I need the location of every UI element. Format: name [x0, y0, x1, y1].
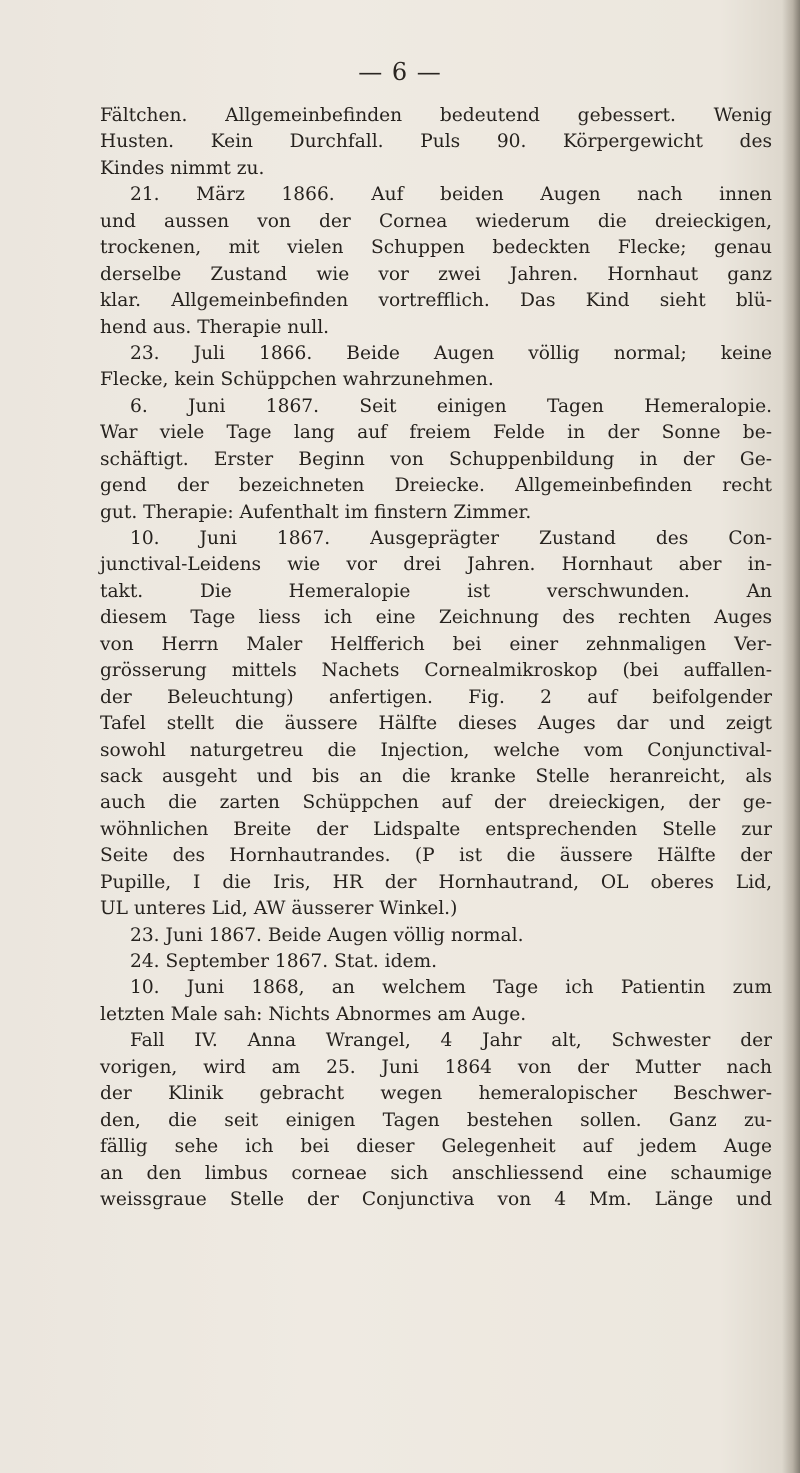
- text-line: der Beleuchtung) anfertigen. Fig. 2 auf beifolgender: [100, 686, 772, 708]
- text-line: Flecke, kein Schüppchen wahrzunehmen.: [100, 369, 494, 391]
- text-line: letzten Male sah: Nichts Abnormes am Auge.: [100, 1003, 527, 1025]
- text-line: Kindes nimmt zu.: [100, 157, 265, 179]
- text-line: hend aus. Therapie null.: [100, 316, 330, 338]
- text-line: gend der bezeichneten Dreiecke. Allgemeinbefinden recht: [100, 475, 772, 497]
- text-line: gut. Therapie: Aufenthalt im finstern Zimmer.: [100, 501, 532, 523]
- text-line: Fall IV. Anna Wrangel, 4 Jahr alt, Schwester der: [130, 1030, 772, 1052]
- text-line: War viele Tage lang auf freiem Felde in der Sonne be-: [100, 422, 772, 444]
- text-line: 23. Juli 1866. Beide Augen völlig normal; keine: [130, 342, 772, 364]
- text-line: grösserung mittels Nachets Cornealmikroskop (bei auffallen-: [100, 660, 772, 682]
- text-line: an den limbus corneae sich anschliessend eine schaumige: [100, 1162, 772, 1184]
- body-text: [100, 103, 772, 1213]
- page-edge-shadow: [782, 0, 800, 1473]
- text-line: Husten. Kein Durchfall. Puls 90. Körpergewicht des: [100, 131, 772, 153]
- text-line: auch die zarten Schüppchen auf der dreieckigen, der ge-: [100, 792, 772, 814]
- text-line: 6. Juni 1867. Seit einigen Tagen Hemeralopie.: [130, 395, 772, 417]
- text-line: sack ausgeht und bis an die kranke Stelle heranreicht, als: [100, 765, 772, 787]
- text-line: Fältchen. Allgemeinbefinden bedeutend gebessert. Wenig: [100, 105, 772, 126]
- text-line: 21. März 1866. Auf beiden Augen nach innen: [130, 184, 772, 206]
- text-line: 10. Juni 1867. Ausgeprägter Zustand des Con-: [130, 528, 772, 549]
- text-line: derselbe Zustand wie vor zwei Jahren. Hornhaut ganz: [100, 263, 772, 285]
- text-line: von Herrn Maler Helfferich bei einer zehnmaligen Ver-: [100, 633, 772, 655]
- page-number: — 6 —: [358, 58, 442, 86]
- text-line: trockenen, mit vielen Schuppen bedeckten Flecke; genau: [100, 237, 772, 259]
- text-line: sowohl naturgetreu die Injection, welche vom Conjunctival-: [100, 739, 772, 761]
- text-line: klar. Allgemeinbefinden vortrefflich. Das Kind sieht blü-: [100, 290, 772, 312]
- text-line: 10. Juni 1868, an welchem Tage ich Patientin zum: [130, 977, 772, 999]
- text-line: takt. Die Hemeralopie ist verschwunden. An: [100, 580, 772, 602]
- text-line: UL unteres Lid, AW äusserer Winkel.): [100, 898, 458, 920]
- text-line: 23. Juni 1867. Beide Augen völlig normal.: [130, 924, 524, 946]
- text-line: diesem Tage liess ich eine Zeichnung des rechten Auges: [100, 607, 772, 629]
- text-line: Seite des Hornhautrandes. (P ist die äussere Hälfte der: [100, 845, 772, 867]
- text-line: fällig sehe ich bei dieser Gelegenheit auf jedem Auge: [100, 1136, 772, 1158]
- text-line: 24. September 1867. Stat. idem.: [130, 951, 438, 972]
- text-line: weissgraue Stelle der Conjunctiva von 4 Mm. Länge und: [100, 1188, 772, 1210]
- text-line: schäftigt. Erster Beginn von Schuppenbildung in der Ge-: [100, 448, 772, 470]
- text-line: und aussen von der Cornea wiederum die dreieckigen,: [100, 210, 772, 232]
- text-line: vorigen, wird am 25. Juni 1864 von der Mutter nach: [100, 1056, 772, 1078]
- text-line: Pupille, I die Iris, HR der Hornhautrand, OL oberes Lid,: [100, 871, 772, 893]
- text-line: der Klinik gebracht wegen hemeralopischer Beschwer-: [100, 1083, 772, 1105]
- text-line: den, die seit einigen Tagen bestehen sollen. Ganz zu-: [100, 1109, 772, 1131]
- text-line: wöhnlichen Breite der Lidspalte entsprechenden Stelle zur: [100, 818, 772, 840]
- text-line: Tafel stellt die äussere Hälfte dieses Auges dar und zeigt: [100, 713, 772, 735]
- text-line: junctival-Leidens wie vor drei Jahren. Hornhaut aber in-: [100, 554, 772, 576]
